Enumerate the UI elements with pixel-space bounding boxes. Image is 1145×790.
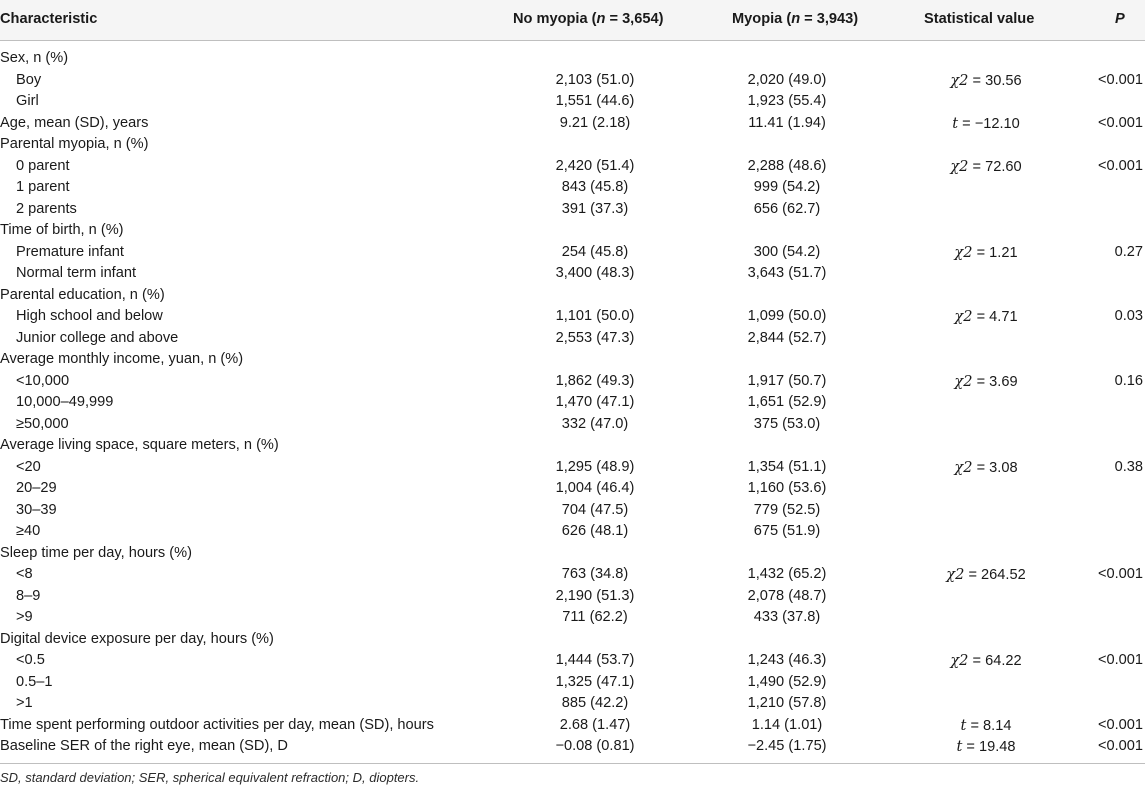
cell-statistical-value bbox=[899, 736, 1073, 759]
cell-statistical-value bbox=[899, 156, 1073, 179]
cell-myopia: 11.41 (1.94) bbox=[748, 114, 826, 131]
stat-symbol: χ2 bbox=[954, 372, 973, 390]
cell-p-value: <0.001 bbox=[1097, 566, 1143, 582]
table-footnote: SD, standard deviation; SER, spherical equivalent refraction; D, diopters. bbox=[0, 770, 420, 785]
table-row bbox=[0, 156, 1145, 178]
stat-symbol: t bbox=[960, 716, 967, 734]
row-label: 0 parent bbox=[16, 157, 70, 174]
table-row bbox=[0, 564, 1145, 586]
table-row bbox=[0, 113, 1145, 135]
cell-p-value: <0.001 bbox=[1097, 716, 1143, 733]
cell-p-value: <0.001 bbox=[1097, 114, 1143, 131]
cell-no-myopia: 711 (62.2) bbox=[562, 609, 628, 625]
table-row bbox=[0, 177, 1145, 199]
row-label: Average monthly income, yuan, n (%) bbox=[0, 351, 244, 367]
cell-myopia: 3,643 (51.7) bbox=[747, 265, 827, 281]
stat-value: = 64.22 bbox=[968, 653, 1022, 669]
row-label: 8–9 bbox=[16, 587, 41, 604]
cell-myopia: −2.45 (1.75) bbox=[747, 738, 827, 754]
header-no-myopia-prefix: No myopia ( bbox=[513, 11, 597, 27]
table-row bbox=[0, 457, 1145, 479]
row-label: Digital device exposure per day, hours (%) bbox=[0, 630, 274, 647]
cell-p-value: 0.38 bbox=[1114, 458, 1143, 475]
cell-myopia: 1,432 (65.2) bbox=[747, 566, 827, 582]
stat-value: = 3.69 bbox=[972, 373, 1018, 390]
table-row bbox=[0, 199, 1145, 221]
cell-myopia: 2,288 (48.6) bbox=[747, 157, 827, 174]
cell-statistical-value bbox=[899, 564, 1073, 587]
table-row bbox=[0, 586, 1145, 608]
table-row bbox=[0, 736, 1145, 758]
cell-no-myopia: 1,101 (50.0) bbox=[555, 308, 635, 324]
header-p: P bbox=[1115, 11, 1125, 27]
table-row bbox=[0, 371, 1145, 393]
row-label: Girl bbox=[16, 93, 39, 109]
table-row bbox=[0, 478, 1145, 500]
table-row bbox=[0, 349, 1145, 371]
cell-myopia: 656 (62.7) bbox=[753, 200, 821, 217]
stat-symbol: χ2 bbox=[954, 458, 973, 476]
table-row bbox=[0, 607, 1145, 629]
cell-myopia: 1,923 (55.4) bbox=[747, 93, 827, 109]
table-row bbox=[0, 521, 1145, 543]
cell-no-myopia: 2,190 (51.3) bbox=[555, 587, 635, 604]
row-label: Time of birth, n (%) bbox=[0, 222, 124, 238]
header-characteristic: Characteristic bbox=[0, 11, 98, 27]
cell-statistical-value bbox=[899, 306, 1073, 329]
stat-symbol: t bbox=[952, 114, 959, 132]
cell-no-myopia: 254 (45.8) bbox=[561, 243, 629, 260]
cell-statistical-value bbox=[899, 70, 1073, 93]
row-label: Normal term infant bbox=[16, 265, 137, 281]
stat-symbol: χ2 bbox=[954, 308, 973, 325]
cell-myopia: 1,243 (46.3) bbox=[747, 652, 827, 668]
stat-symbol: t bbox=[956, 738, 963, 755]
row-label: High school and below bbox=[16, 308, 163, 324]
cell-no-myopia: 626 (48.1) bbox=[561, 523, 629, 539]
table-row bbox=[0, 48, 1145, 70]
table-row bbox=[0, 220, 1145, 242]
row-label: Sex, n (%) bbox=[0, 50, 69, 66]
table-row bbox=[0, 715, 1145, 737]
stat-value: = −12.10 bbox=[958, 115, 1020, 132]
header-myopia-suffix: = 3,943) bbox=[800, 11, 859, 27]
row-label: 1 parent bbox=[16, 179, 70, 195]
cell-no-myopia: 1,004 (46.4) bbox=[555, 480, 635, 496]
row-label: Time spent performing outdoor activities per day, mean (SD), hours bbox=[0, 716, 434, 733]
row-label: <0.5 bbox=[16, 652, 45, 668]
cell-no-myopia: 1,444 (53.7) bbox=[555, 652, 635, 668]
cell-no-myopia: 2,420 (51.4) bbox=[555, 157, 635, 174]
row-label: >9 bbox=[16, 609, 33, 625]
cell-no-myopia: 1,862 (49.3) bbox=[555, 372, 635, 389]
stat-symbol: χ2 bbox=[950, 652, 969, 669]
stat-value: = 72.60 bbox=[968, 158, 1022, 175]
cell-myopia: 433 (37.8) bbox=[753, 609, 821, 625]
table-row bbox=[0, 328, 1145, 350]
cell-no-myopia: 2,553 (47.3) bbox=[555, 329, 635, 346]
stat-symbol: χ2 bbox=[954, 243, 973, 261]
cell-myopia: 375 (53.0) bbox=[753, 415, 821, 432]
cell-myopia: 675 (51.9) bbox=[753, 523, 821, 539]
stat-value: = 19.48 bbox=[962, 739, 1016, 755]
cell-statistical-value bbox=[899, 242, 1073, 265]
table-row bbox=[0, 693, 1145, 715]
cell-no-myopia: 1,325 (47.1) bbox=[555, 673, 635, 690]
stat-value: = 3.08 bbox=[972, 459, 1018, 476]
cell-myopia: 999 (54.2) bbox=[753, 179, 821, 195]
cell-myopia: 1.14 (1.01) bbox=[751, 716, 823, 733]
row-label: 20–29 bbox=[16, 480, 57, 496]
cell-myopia: 1,490 (52.9) bbox=[747, 673, 827, 690]
header-no-myopia-n: n bbox=[596, 11, 606, 27]
header-myopia-prefix: Myopia ( bbox=[732, 11, 792, 27]
cell-statistical-value bbox=[899, 113, 1073, 136]
cell-no-myopia: 2.68 (1.47) bbox=[559, 716, 631, 733]
stat-value: = 8.14 bbox=[966, 717, 1012, 734]
cell-myopia: 1,354 (51.1) bbox=[747, 458, 827, 475]
cell-no-myopia: 763 (34.8) bbox=[561, 566, 629, 582]
header-statistical-value: Statistical value bbox=[924, 11, 1035, 27]
table-body bbox=[0, 48, 1145, 758]
cell-no-myopia: 843 (45.8) bbox=[561, 179, 629, 195]
table-row bbox=[0, 285, 1145, 307]
stat-symbol: χ2 bbox=[950, 71, 969, 89]
cell-p-value: <0.001 bbox=[1097, 652, 1143, 668]
row-label: 30–39 bbox=[16, 501, 57, 518]
stat-value: = 264.52 bbox=[964, 567, 1026, 583]
row-label: Premature infant bbox=[16, 243, 124, 260]
table-row bbox=[0, 629, 1145, 651]
cell-myopia: 1,651 (52.9) bbox=[747, 394, 827, 410]
table-row bbox=[0, 242, 1145, 264]
cell-myopia: 1,210 (57.8) bbox=[747, 695, 827, 711]
row-label: Baseline SER of the right eye, mean (SD), D bbox=[0, 738, 288, 754]
cell-no-myopia: 704 (47.5) bbox=[561, 501, 629, 518]
cell-no-myopia: 3,400 (48.3) bbox=[555, 265, 635, 281]
table-row bbox=[0, 263, 1145, 285]
row-label: Boy bbox=[16, 71, 42, 88]
header-no-myopia-suffix: = 3,654) bbox=[605, 11, 664, 27]
row-label: >1 bbox=[16, 695, 33, 711]
table-row bbox=[0, 543, 1145, 565]
cell-no-myopia: 885 (42.2) bbox=[561, 695, 629, 711]
table-header bbox=[0, 0, 1145, 41]
cell-myopia: 300 (54.2) bbox=[753, 243, 821, 260]
row-label: ≥50,000 bbox=[16, 415, 69, 432]
cell-no-myopia: 9.21 (2.18) bbox=[559, 114, 631, 131]
stat-value: = 1.21 bbox=[972, 244, 1018, 261]
cell-p-value: <0.001 bbox=[1097, 738, 1143, 754]
row-label: 10,000–49,999 bbox=[16, 394, 114, 410]
table-row bbox=[0, 392, 1145, 414]
cell-p-value: 0.16 bbox=[1114, 372, 1143, 389]
cell-no-myopia: 1,295 (48.9) bbox=[555, 458, 635, 475]
cell-no-myopia: 391 (37.3) bbox=[561, 200, 629, 217]
row-label: 0.5–1 bbox=[16, 673, 53, 690]
table-row bbox=[0, 70, 1145, 92]
cell-myopia: 1,917 (50.7) bbox=[747, 372, 827, 389]
table-row bbox=[0, 500, 1145, 522]
cell-no-myopia: 2,103 (51.0) bbox=[555, 71, 635, 88]
cell-p-value: 0.03 bbox=[1114, 308, 1143, 324]
row-label: ≥40 bbox=[16, 523, 41, 539]
table-row bbox=[0, 134, 1145, 156]
row-label: Parental education, n (%) bbox=[0, 286, 165, 303]
cell-no-myopia: 332 (47.0) bbox=[561, 415, 629, 432]
cell-myopia: 2,020 (49.0) bbox=[747, 71, 827, 88]
cell-statistical-value bbox=[899, 715, 1073, 738]
cell-p-value: 0.27 bbox=[1114, 243, 1143, 260]
stat-value: = 30.56 bbox=[968, 72, 1022, 89]
cell-myopia: 1,099 (50.0) bbox=[747, 308, 827, 324]
header-no-myopia bbox=[513, 9, 663, 31]
cell-p-value: <0.001 bbox=[1097, 157, 1143, 174]
table-row bbox=[0, 435, 1145, 457]
row-label: <20 bbox=[16, 458, 41, 475]
cell-statistical-value bbox=[899, 371, 1073, 394]
table-bottom-rule bbox=[0, 763, 1145, 764]
row-label: 2 parents bbox=[16, 200, 77, 217]
table-row bbox=[0, 306, 1145, 328]
cell-no-myopia: −0.08 (0.81) bbox=[555, 738, 635, 754]
header-myopia bbox=[732, 9, 858, 31]
cell-statistical-value bbox=[899, 457, 1073, 480]
stat-symbol: χ2 bbox=[946, 566, 965, 583]
cell-no-myopia: 1,470 (47.1) bbox=[555, 394, 635, 410]
cell-p-value: <0.001 bbox=[1097, 71, 1143, 88]
row-label: Average living space, square meters, n (%) bbox=[0, 437, 279, 453]
table-row bbox=[0, 91, 1145, 113]
table-row bbox=[0, 672, 1145, 694]
row-label: Age, mean (SD), years bbox=[0, 114, 149, 131]
row-label: Parental myopia, n (%) bbox=[0, 136, 149, 152]
stat-symbol: χ2 bbox=[950, 157, 969, 175]
cell-myopia: 2,078 (48.7) bbox=[747, 587, 827, 604]
row-label: Sleep time per day, hours (%) bbox=[0, 544, 192, 561]
table-row bbox=[0, 650, 1145, 672]
cell-myopia: 1,160 (53.6) bbox=[747, 480, 827, 496]
row-label: Junior college and above bbox=[16, 329, 179, 346]
cell-no-myopia: 1,551 (44.6) bbox=[555, 93, 635, 109]
table-row bbox=[0, 414, 1145, 436]
row-label: <8 bbox=[16, 566, 33, 582]
cell-myopia: 779 (52.5) bbox=[753, 501, 821, 518]
cell-myopia: 2,844 (52.7) bbox=[747, 329, 827, 346]
header-myopia-n: n bbox=[791, 11, 801, 27]
cell-statistical-value bbox=[899, 650, 1073, 673]
stat-value: = 4.71 bbox=[972, 309, 1018, 325]
row-label: <10,000 bbox=[16, 372, 70, 389]
